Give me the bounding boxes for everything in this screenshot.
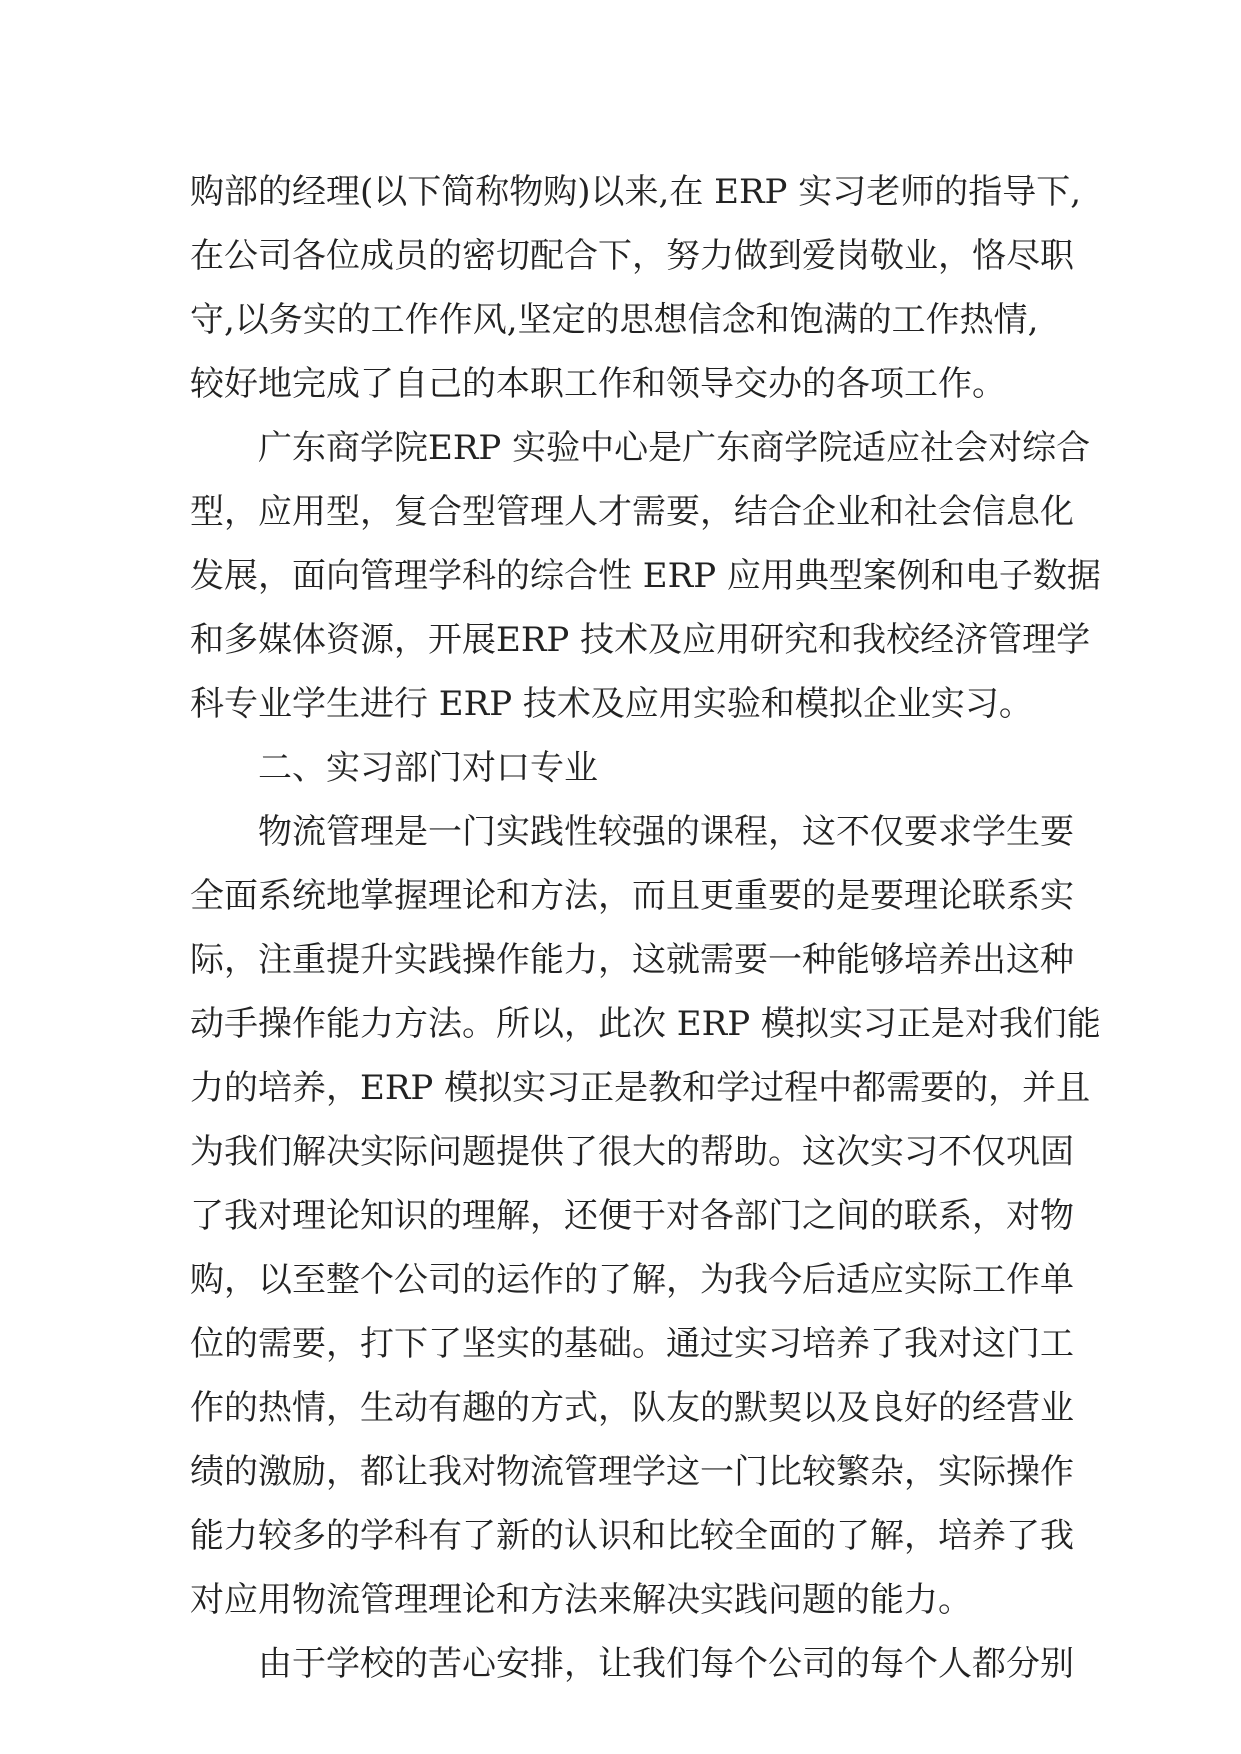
section-heading [190,736,1058,800]
text-line: 守,以务实的工作作风,坚定的思想信念和饱满的工作热情, [190,300,1039,340]
text-line: 能力较多的学科有了新的认识和比较全面的了解，培养了我 [190,1516,1074,1556]
text-line: 型，应用型，复合型管理人才需要，结合企业和社会信息化 [190,492,1074,532]
text-line: 和多媒体资源，开展ERP 技术及应用研究和我校经济管理学 [190,620,1091,660]
text-line: 购，以至整个公司的运作的了解，为我今后适应实际工作单 [190,1260,1074,1300]
paragraph-logistics-management [190,800,1101,1632]
text-line: 在公司各位成员的密切配合下，努力做到爱岗敬业，恪尽职 [190,236,1074,276]
text-line: 位的需要，打下了坚实的基础。通过实习培养了我对这门工 [190,1324,1074,1364]
text-line: 发展，面向管理学科的综合性 ERP 应用典型案例和电子数据 [190,556,1101,596]
text-line: 对应用物流管理理论和方法来解决实践问题的能力。 [190,1580,972,1620]
text-line: 力的培养，ERP 模拟实习正是教和学过程中都需要的，并且 [190,1068,1091,1108]
paragraph-school-arrangement [190,1632,1074,1696]
text-line: 了我对理论知识的理解，还便于对各部门之间的联系，对物 [190,1196,1074,1236]
text-line: 购部的经理(以下简称物购)以来,在 ERP 实习老师的指导下, [190,172,1082,212]
heading-text: 二、实习部门对口专业 [258,748,598,788]
text-line: 绩的激励，都让我对物流管理学这一门比较繁杂，实际操作 [190,1452,1074,1492]
text-line: 作的热情，生动有趣的方式，队友的默契以及良好的经营业 [190,1388,1074,1428]
text-line: 际，注重提升实践操作能力，这就需要一种能够培养出这种 [190,940,1074,980]
text-line: 物流管理是一门实践性较强的课程，这不仅要求学生要 [258,812,1074,852]
paragraph-intro-continuation [190,160,1082,416]
text-line: 全面系统地掌握理论和方法，而且更重要的是要理论联系实 [190,876,1074,916]
paragraph-erp-center [190,416,1101,736]
text-line: 由于学校的苦心安排，让我们每个公司的每个人都分别 [258,1644,1074,1684]
text-line: 较好地完成了自己的本职工作和领导交办的各项工作。 [190,364,1006,404]
text-line: 科专业学生进行 ERP 技术及应用实验和模拟企业实习。 [190,684,1033,724]
text-line: 为我们解决实际问题提供了很大的帮助。这次实习不仅巩固 [190,1132,1074,1172]
text-line: 广东商学院ERP 实验中心是广东商学院适应社会对综合 [258,428,1091,468]
document-body [190,160,1101,1696]
text-line: 动手操作能力方法。所以，此次 ERP 模拟实习正是对我们能 [190,1004,1101,1044]
